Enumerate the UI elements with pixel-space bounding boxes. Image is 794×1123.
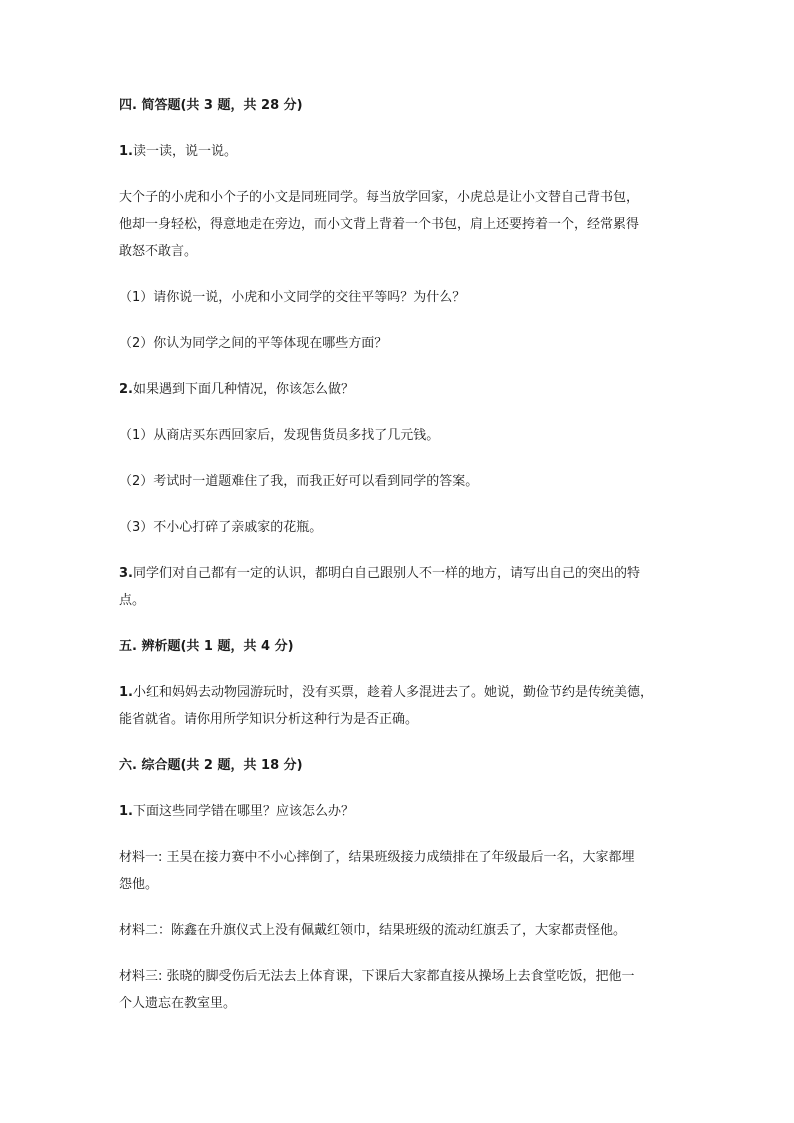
question-prompt: 读一读，说一说。 [132, 144, 237, 159]
sub-question-1: （1）请你说一说，小虎和小文同学的交往平等吗？为什么？ [119, 290, 466, 305]
question-prompt: 下面这些同学错在哪里？应该怎么办？ [132, 804, 354, 819]
material-3-line-1: 材料三: 张晓的脚受伤后无法去上体育课，下课后大家都直接从操场上去食堂吃饭，把他一 [119, 969, 635, 984]
question-6-1 [119, 798, 679, 825]
sub-question-2: （2）考试时一道题难住了我，而我正好可以看到同学的答案。 [119, 474, 479, 489]
section-5-title: 五. 辨析题(共 1 题，共 4 分) [119, 639, 294, 654]
material-1-line-2: 怨他。 [119, 877, 159, 892]
question-text-line-2: 能省就省。请你用所学知识分析这种行为是否正确。 [119, 712, 419, 727]
passage-line-2: 他却一身轻松，得意地走在旁边，而小文背上背着一个书包，肩上还要挎着一个，经常累得 [119, 217, 640, 232]
sub-question-1: （1）从商店买东西回家后，发现售货员多找了几元钱。 [119, 428, 440, 443]
material-1-line-1: 材料一: 王昊在接力赛中不小心摔倒了，结果班级接力成绩排在了年级最后一名，大家都埋 [119, 850, 635, 865]
question-5-1 [119, 679, 679, 706]
section-6-title: 六. 综合题(共 2 题，共 18 分) [119, 758, 303, 773]
sub-question-2: （2）你认为同学之间的平等体现在哪些方面？ [119, 336, 388, 351]
question-number: 1. [119, 144, 133, 159]
question-number: 2. [119, 382, 133, 397]
material-2: 材料二：陈鑫在升旗仪式上没有佩戴红领巾，结果班级的流动红旗丢了，大家都责怪他。 [119, 923, 627, 938]
question-number: 1. [119, 685, 133, 700]
question-prompt: 如果遇到下面几种情况，你该怎么做？ [132, 382, 354, 397]
question-text-line-1: 小红和妈妈去动物园游玩时，没有买票，趁着人多混进去了。她说，勤俭节约是传统美德， [132, 685, 653, 700]
question-number: 3. [119, 566, 133, 581]
question-4-1 [119, 138, 679, 165]
question-4-2 [119, 376, 679, 403]
passage-line-1: 大个子的小虎和小个子的小文是同班同学。每当放学回家，小虎总是让小文替自己背书包， [119, 190, 640, 205]
material-3-line-2: 个人遗忘在教室里。 [119, 996, 237, 1011]
question-number: 1. [119, 804, 133, 819]
sub-question-3: （3）不小心打碎了亲戚家的花瓶。 [119, 520, 323, 535]
question-4-3 [119, 560, 679, 587]
question-text-line-2: 点。 [119, 593, 146, 608]
passage-line-3: 敢怒不敢言。 [119, 244, 198, 259]
section-4-title: 四. 简答题(共 3 题，共 28 分) [119, 98, 303, 113]
question-text-line-1: 同学们对自己都有一定的认识，都明白自己跟别人不一样的地方，请写出自己的突出的特 [132, 566, 640, 581]
